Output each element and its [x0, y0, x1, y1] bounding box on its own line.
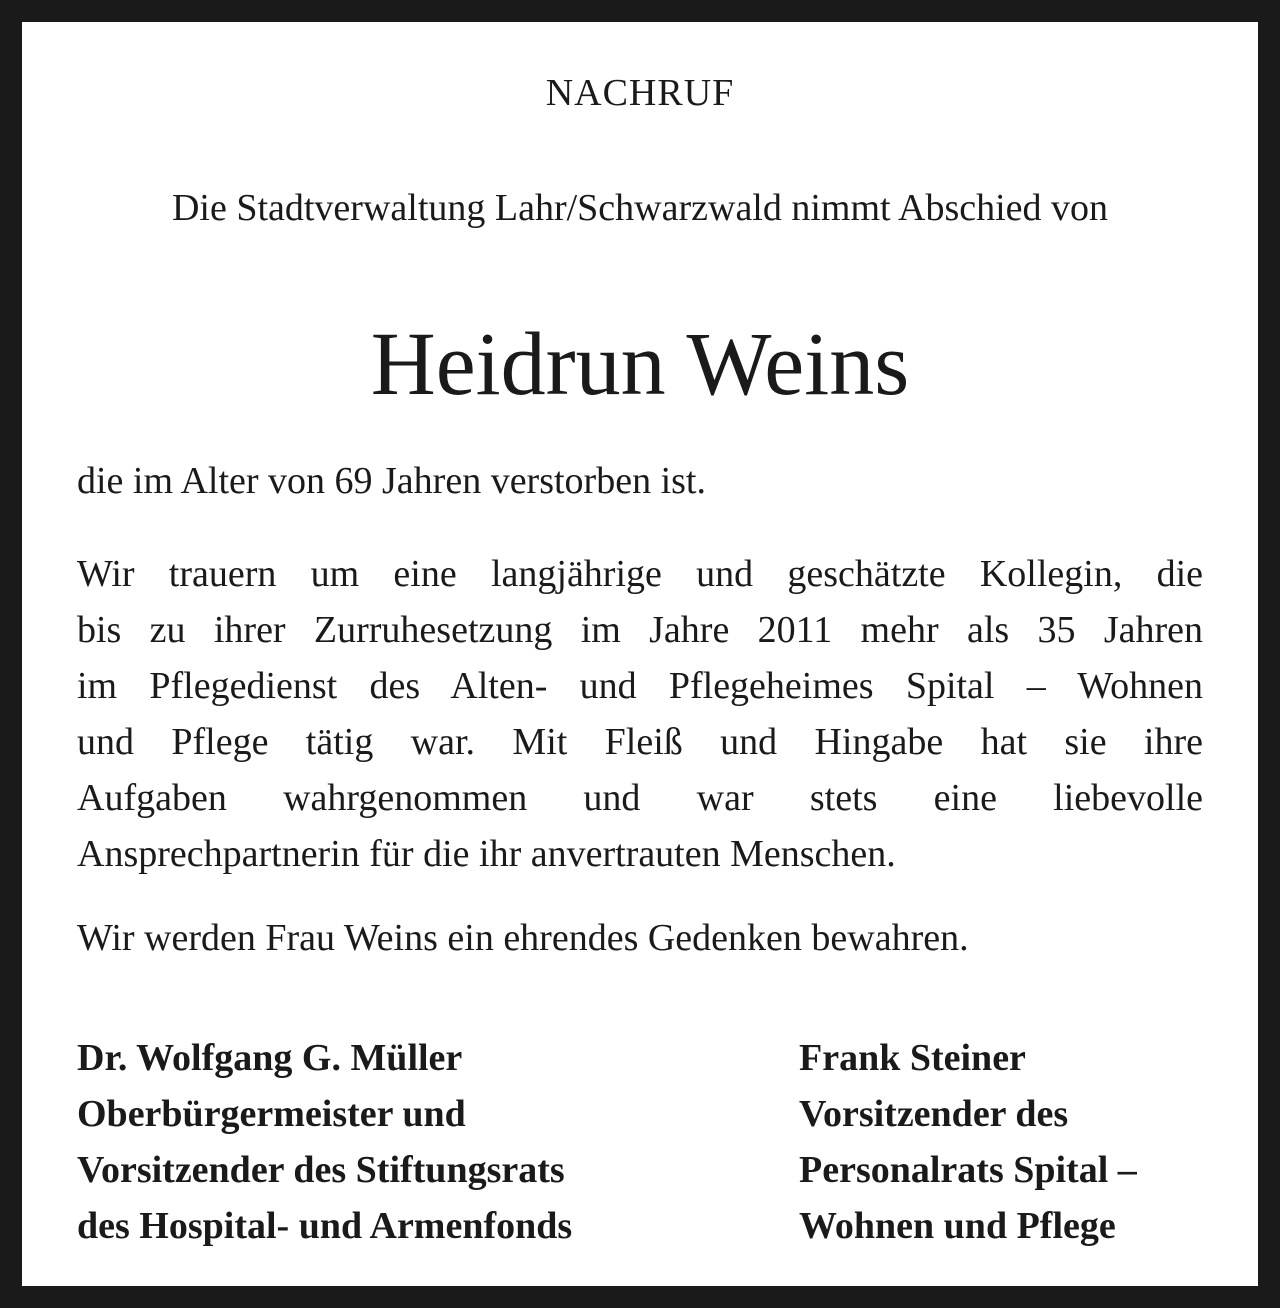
- body-line: im Pflegedienst des Alten- und Pflegeheimes Spital – Wohnen: [77, 665, 1203, 707]
- signature-line: Oberbürgermeister und: [77, 1093, 466, 1135]
- body-line: und Pflege tätig war. Mit Fleiß und Hingabe hat sie ihre: [77, 721, 1203, 763]
- body-line: bis zu ihrer Zurruhesetzung im Jahre 2011 mehr als 35 Jahren: [77, 609, 1203, 651]
- body-paragraph: [77, 546, 1203, 882]
- body-line: Aufgaben wahrgenommen und war stets eine liebevolle: [77, 777, 1203, 819]
- deceased-name: Heidrun Weins: [370, 315, 910, 414]
- body-line: Ansprechpartnerin für die ihr anvertrauten Menschen.: [77, 833, 896, 875]
- signature-left: [77, 1030, 572, 1254]
- signature-line: Wohnen und Pflege: [799, 1205, 1116, 1247]
- signature-right: [799, 1030, 1137, 1254]
- intro-text: Die Stadtverwaltung Lahr/Schwarzwald nimmt Abschied von: [171, 187, 1109, 229]
- body-line: Wir trauern um eine langjährige und geschätzte Kollegin, die: [77, 553, 1203, 595]
- signature-line: Vorsitzender des Stiftungsrats: [77, 1149, 565, 1191]
- notice-heading: NACHRUF: [545, 72, 735, 114]
- signature-line: Dr. Wolfgang G. Müller: [77, 1037, 463, 1079]
- closing-line: Wir werden Frau Weins ein ehrendes Gedenken bewahren.: [77, 917, 969, 959]
- obituary-notice: [22, 22, 1258, 1286]
- signature-line: Vorsitzender des: [799, 1093, 1069, 1135]
- signature-line: des Hospital- und Armenfonds: [77, 1205, 573, 1247]
- signature-line: Personalrats Spital –: [799, 1149, 1137, 1191]
- age-line: die im Alter von 69 Jahren verstorben ist.: [77, 460, 706, 502]
- signature-line: Frank Steiner: [799, 1037, 1026, 1079]
